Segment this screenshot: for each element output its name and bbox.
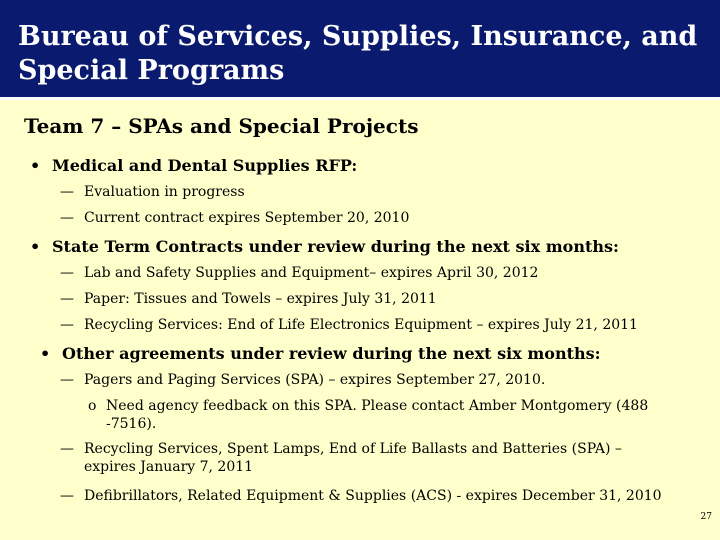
title-banner <box>0 0 720 97</box>
sub-sub-item-text: Need agency feedback on this SPA. Please contact Amber Montgomery (488 -7516). <box>106 398 649 432</box>
dash-marker: — <box>60 441 74 457</box>
bullet-dot-icon: • <box>40 344 51 363</box>
bullet-state-term-contracts <box>30 237 619 257</box>
bullet-dot-icon: • <box>30 156 41 175</box>
sub-item-text: Recycling Services: End of Life Electronics Equipment – expires July 21, 2011 <box>84 317 638 333</box>
bullet-text: Medical and Dental Supplies RFP: <box>52 156 358 175</box>
page-number: 27 <box>700 512 712 522</box>
bullet-other-agreements <box>40 344 601 364</box>
slide-subtitle: Team 7 – SPAs and Special Projects <box>24 114 419 138</box>
sub-item <box>60 264 539 282</box>
bullet-dot-icon: • <box>30 237 41 256</box>
bullet-text: Other agreements under review during the next six months: <box>62 344 601 363</box>
dash-marker: — <box>60 317 74 333</box>
bullet-text: State Term Contracts under review during the next six months: <box>52 237 619 256</box>
dash-marker: — <box>60 184 74 200</box>
sub-sub-item <box>88 397 696 433</box>
sub-item <box>60 487 674 505</box>
sub-item <box>60 316 638 334</box>
circle-marker-icon: o <box>88 398 97 414</box>
dash-marker: — <box>60 291 74 307</box>
sub-item-text: Pagers and Paging Services (SPA) – expires September 27, 2010. <box>84 372 546 388</box>
sub-item <box>60 371 546 389</box>
dash-marker: — <box>60 488 74 504</box>
dash-marker: — <box>60 372 74 388</box>
sub-item <box>60 183 245 201</box>
sub-item <box>60 440 674 476</box>
dash-marker: — <box>60 210 74 226</box>
slide-title: Bureau of Services, Supplies, Insurance, and Special Programs <box>18 21 698 86</box>
sub-item-text: Evaluation in progress <box>84 184 245 200</box>
divider <box>0 97 720 100</box>
sub-item-text: Paper: Tissues and Towels – expires July 31, 2011 <box>84 291 437 307</box>
dash-marker: — <box>60 265 74 281</box>
sub-item-text: Lab and Safety Supplies and Equipment– expires April 30, 2012 <box>84 265 539 281</box>
sub-item-text: Current contract expires September 20, 2010 <box>84 210 410 226</box>
sub-item <box>60 209 410 227</box>
sub-item-text: Defibrillators, Related Equipment & Supplies (ACS) - expires December 31, 2010 <box>84 488 662 504</box>
sub-item <box>60 290 437 308</box>
sub-item-text: Recycling Services, Spent Lamps, End of Life Ballasts and Batteries (SPA) – expires January 7, 2011 <box>84 441 622 475</box>
bullet-medical-dental <box>30 156 358 176</box>
